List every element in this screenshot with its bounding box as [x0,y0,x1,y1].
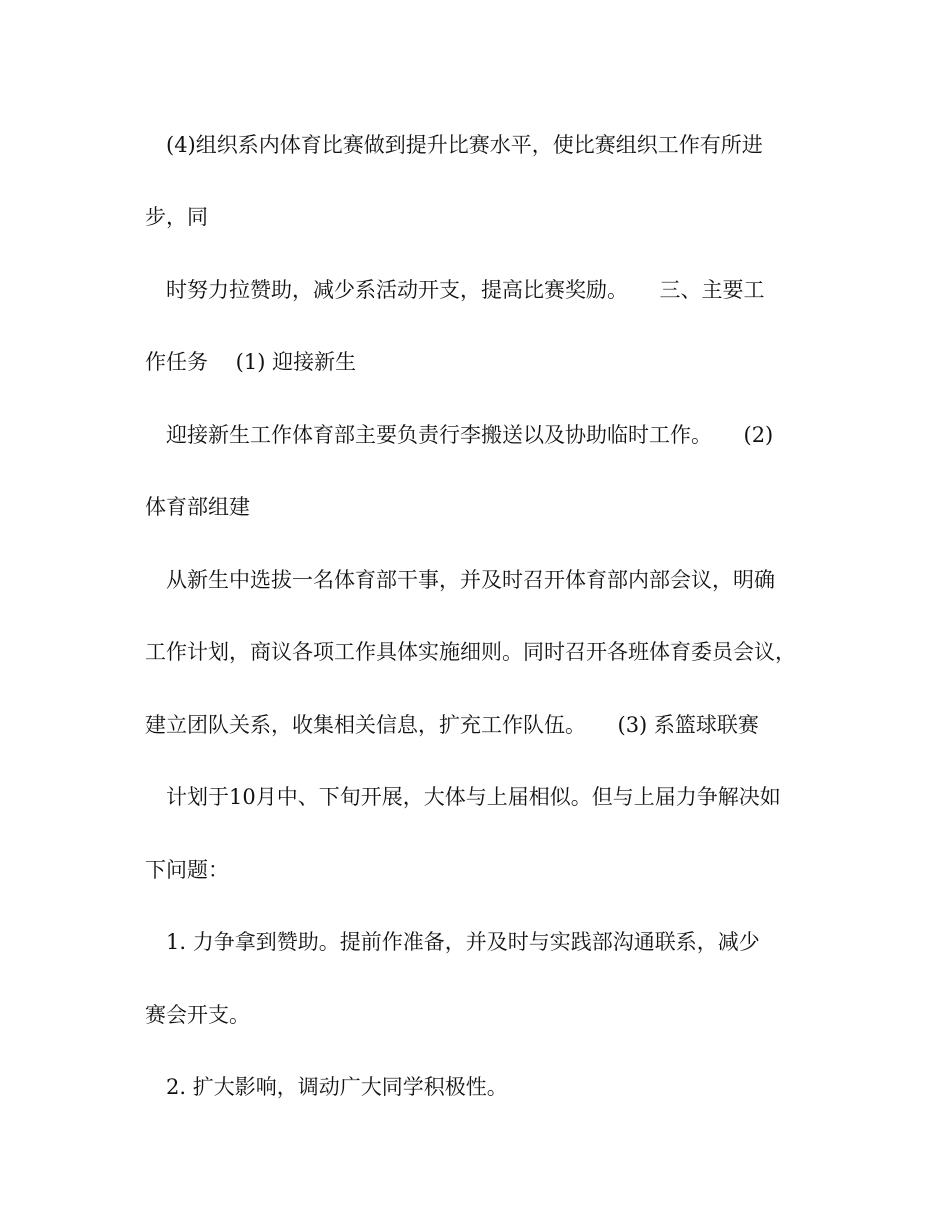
paragraph-line-9: 建立团队关系，收集相关信息，扩充工作队伍。 (3) 系篮球联赛 [145,713,759,737]
paragraph-line-7: 从新生中选拔一名体育部干事，并及时召开体育部内部会议，明确 [166,568,775,592]
list-item-2: 2. 扩大影响，调动广大同学积极性。 [166,1075,508,1099]
paragraph-line-6: 体育部组建 [145,495,250,519]
list-item-1-line-1: 1. 力争拿到赞助。提前作准备，并及时与实践部沟通联系，减少 [166,930,760,954]
paragraph-line-10: 计划于10月中、下旬开展，大体与上届相似。但与上届力争解决如 [166,785,781,809]
list-item-1-line-2: 赛会开支。 [145,1003,250,1027]
paragraph-line-11: 下问题： [145,858,229,882]
paragraph-line-2: 步，同 [145,205,208,229]
paragraph-line-4: 作任务 (1) 迎接新生 [145,350,357,374]
paragraph-line-1: (4)组织系内体育比赛做到提升比赛水平，使比赛组织工作有所进 [166,133,763,157]
paragraph-line-5: 迎接新生工作体育部主要负责行李搬送以及协助临时工作。 (2) [166,423,774,447]
paragraph-line-3: 时努力拉赞助，减少系活动开支，提高比赛奖励。 三、主要工 [166,278,765,302]
paragraph-line-8: 工作计划，商议各项工作具体实施细则。同时召开各班体育委员会议， [145,640,796,664]
